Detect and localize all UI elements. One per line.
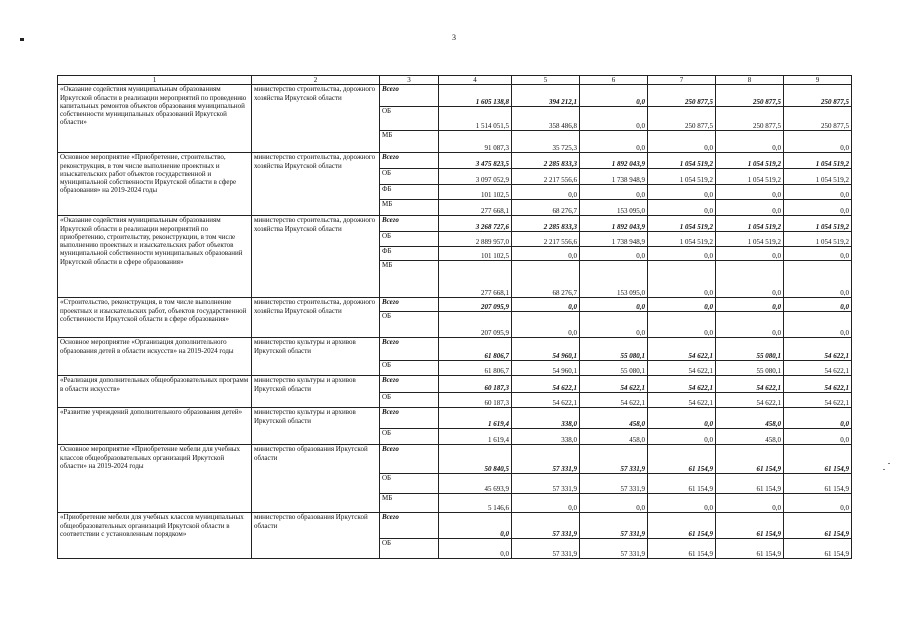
amount-cell: 0,0 bbox=[580, 131, 648, 153]
amount-cell: 0,0 bbox=[648, 312, 716, 338]
amount-cell: 3 268 727,6 bbox=[439, 216, 512, 232]
scan-speck bbox=[888, 463, 890, 464]
amount-cell: 0,0 bbox=[648, 429, 716, 445]
amount-cell: 250 877,5 bbox=[716, 85, 784, 107]
amount-cell: 57 331,9 bbox=[580, 513, 648, 539]
amount-cell: 35 725,3 bbox=[512, 131, 580, 153]
amount-cell: 54 622,1 bbox=[512, 393, 580, 408]
amount-cell: 458,0 bbox=[580, 429, 648, 445]
funding-source: ОБ bbox=[380, 169, 439, 185]
funding-source: МБ bbox=[380, 261, 439, 298]
amount-cell: 1 054 519,2 bbox=[716, 153, 784, 169]
amount-cell: 0,0 bbox=[580, 298, 648, 312]
amount-cell: 57 331,9 bbox=[580, 474, 648, 494]
table-row bbox=[58, 298, 852, 312]
amount-cell: 0,0 bbox=[512, 185, 580, 200]
amount-cell: 5 146,6 bbox=[439, 494, 512, 513]
amount-cell: 0,0 bbox=[784, 429, 852, 445]
amount-cell: 458,0 bbox=[580, 408, 648, 429]
funding-source: Всего bbox=[380, 408, 439, 429]
col-header: 2 bbox=[252, 76, 380, 85]
amount-cell: 250 877,5 bbox=[648, 107, 716, 131]
funding-source: ОБ bbox=[380, 393, 439, 408]
table-row bbox=[58, 216, 852, 232]
amount-cell: 54 622,1 bbox=[648, 361, 716, 376]
amount-cell: 0,0 bbox=[784, 247, 852, 261]
amount-cell: 0,0 bbox=[648, 494, 716, 513]
amount-cell: 1 619,4 bbox=[439, 408, 512, 429]
col-header: 6 bbox=[580, 76, 648, 85]
amount-cell: 54 622,1 bbox=[784, 338, 852, 361]
amount-cell: 61 154,9 bbox=[716, 513, 784, 539]
amount-cell: 153 095,0 bbox=[580, 200, 648, 216]
amount-cell: 0,0 bbox=[716, 261, 784, 298]
amount-cell: 1 054 519,2 bbox=[648, 232, 716, 247]
amount-cell: 207 095,9 bbox=[439, 298, 512, 312]
amount-cell: 61 806,7 bbox=[439, 361, 512, 376]
amount-cell: 0,0 bbox=[716, 131, 784, 153]
page-number: 3 bbox=[452, 33, 456, 42]
amount-cell: 0,0 bbox=[648, 408, 716, 429]
funding-source: ОБ bbox=[380, 429, 439, 445]
amount-cell: 54 622,1 bbox=[784, 376, 852, 393]
amount-cell: 1 054 519,2 bbox=[784, 169, 852, 185]
amount-cell: 54 622,1 bbox=[580, 393, 648, 408]
activity-name: «Приобретение мебели для учебных классов муниципальных общеобразовательных организаций Иркутской области в соответствии с установленным порядком» bbox=[58, 513, 252, 559]
col-header: 8 bbox=[716, 76, 784, 85]
amount-cell: 458,0 bbox=[716, 408, 784, 429]
amount-cell: 153 095,0 bbox=[580, 261, 648, 298]
amount-cell: 0,0 bbox=[784, 408, 852, 429]
amount-cell: 0,0 bbox=[648, 261, 716, 298]
amount-cell: 1 054 519,2 bbox=[784, 232, 852, 247]
amount-cell: 2 217 556,6 bbox=[512, 169, 580, 185]
amount-cell: 1 054 519,2 bbox=[784, 216, 852, 232]
amount-cell: 61 154,9 bbox=[716, 445, 784, 474]
amount-cell: 0,0 bbox=[512, 494, 580, 513]
amount-cell: 0,0 bbox=[648, 200, 716, 216]
amount-cell: 250 877,5 bbox=[716, 107, 784, 131]
table-row bbox=[58, 85, 852, 107]
funding-source: Всего bbox=[380, 513, 439, 539]
funding-source: ФБ bbox=[380, 185, 439, 200]
responsible-executor: министерство строительства, дорожного хозяйства Иркутской области bbox=[252, 85, 380, 153]
col-header: 4 bbox=[439, 76, 512, 85]
amount-cell: 2 285 833,3 bbox=[512, 216, 580, 232]
table-row bbox=[58, 445, 852, 474]
amount-cell: 277 668,1 bbox=[439, 200, 512, 216]
amount-cell: 61 154,9 bbox=[716, 539, 784, 559]
amount-cell: 55 080,1 bbox=[716, 338, 784, 361]
amount-cell: 207 095,9 bbox=[439, 312, 512, 338]
responsible-executor: министерство культуры и архивов Иркутской области bbox=[252, 408, 380, 445]
amount-cell: 1 054 519,2 bbox=[648, 216, 716, 232]
funding-source: ФБ bbox=[380, 247, 439, 261]
responsible-executor: министерство культуры и архивов Иркутской области bbox=[252, 338, 380, 376]
amount-cell: 60 187,3 bbox=[439, 393, 512, 408]
amount-cell: 61 154,9 bbox=[648, 513, 716, 539]
amount-cell: 101 102,5 bbox=[439, 247, 512, 261]
amount-cell: 0,0 bbox=[512, 298, 580, 312]
table-row bbox=[58, 338, 852, 361]
amount-cell: 0,0 bbox=[580, 247, 648, 261]
amount-cell: 0,0 bbox=[784, 494, 852, 513]
funding-source: Всего bbox=[380, 338, 439, 361]
responsible-executor: министерство строительства, дорожного хозяйства Иркутской области bbox=[252, 216, 380, 298]
funding-source: ОБ bbox=[380, 312, 439, 338]
amount-cell: 0,0 bbox=[648, 298, 716, 312]
table-row bbox=[58, 408, 852, 429]
funding-source: Всего bbox=[380, 298, 439, 312]
amount-cell: 2 285 833,3 bbox=[512, 153, 580, 169]
amount-cell: 54 622,1 bbox=[716, 376, 784, 393]
amount-cell: 55 080,1 bbox=[716, 361, 784, 376]
col-header: 9 bbox=[784, 76, 852, 85]
amount-cell: 61 154,9 bbox=[784, 474, 852, 494]
amount-cell: 1 054 519,2 bbox=[716, 169, 784, 185]
amount-cell: 101 102,5 bbox=[439, 185, 512, 200]
amount-cell: 54 622,1 bbox=[580, 376, 648, 393]
activity-name: Основное мероприятие «Организация дополнительного образования детей в области искусств» на 2019-2024 годы bbox=[58, 338, 252, 376]
responsible-executor: министерство строительства, дорожного хозяйства Иркутской области bbox=[252, 298, 380, 338]
table-row bbox=[58, 153, 852, 169]
amount-cell: 61 154,9 bbox=[648, 539, 716, 559]
amount-cell: 1 738 948,9 bbox=[580, 232, 648, 247]
funding-source: ОБ bbox=[380, 107, 439, 131]
amount-cell: 0,0 bbox=[648, 185, 716, 200]
responsible-executor: министерство строительства, дорожного хозяйства Иркутской области bbox=[252, 153, 380, 216]
table-body bbox=[58, 85, 852, 559]
amount-cell: 0,0 bbox=[784, 185, 852, 200]
amount-cell: 57 331,9 bbox=[512, 513, 580, 539]
activity-name: «Реализация дополнительных общеобразовательных программ в области искусств» bbox=[58, 376, 252, 408]
responsible-executor: министерство образования Иркутской области bbox=[252, 445, 380, 513]
amount-cell: 54 622,1 bbox=[784, 393, 852, 408]
funding-source: ОБ bbox=[380, 361, 439, 376]
amount-cell: 1 892 043,9 bbox=[580, 153, 648, 169]
amount-cell: 0,0 bbox=[716, 494, 784, 513]
activity-name: Основное мероприятие «Приобретение, строительство, реконструкция, в том числе выполнение проектных и изыскательских работ объектов государственной и муниципальной собственности Иркутской области в сфере образования» на 2019-2024 годы bbox=[58, 153, 252, 216]
amount-cell: 61 154,9 bbox=[716, 474, 784, 494]
amount-cell: 57 331,9 bbox=[512, 474, 580, 494]
funding-source: ОБ bbox=[380, 539, 439, 559]
amount-cell: 45 693,9 bbox=[439, 474, 512, 494]
funding-source: Всего bbox=[380, 153, 439, 169]
col-header: 7 bbox=[648, 76, 716, 85]
scan-mark bbox=[20, 38, 24, 41]
amount-cell: 0,0 bbox=[580, 85, 648, 107]
activity-name: Основное мероприятие «Приобретение мебели для учебных классов общеобразовательных организаций Иркутской области» на 2019-2024 годы bbox=[58, 445, 252, 513]
amount-cell: 1 738 948,9 bbox=[580, 169, 648, 185]
amount-cell: 0,0 bbox=[648, 131, 716, 153]
amount-cell: 1 514 051,5 bbox=[439, 107, 512, 131]
amount-cell: 458,0 bbox=[716, 429, 784, 445]
amount-cell: 358 486,8 bbox=[512, 107, 580, 131]
amount-cell: 0,0 bbox=[784, 312, 852, 338]
activity-name: «Оказание содействия муниципальным образованиям Иркутской области в реализации мероприятий по приобретению, строительству, реконструкции, в том числе выполнению проектных и изыскательских работ объектов муниципальной собственности муниципальных образований Иркутской области в сфере образования» bbox=[58, 216, 252, 298]
amount-cell: 1 054 519,2 bbox=[784, 153, 852, 169]
activity-name: «Строительство, реконструкция, в том числе выполнение проектных и изыскательских работ, объектов государственной собственности Иркутской области в сфере образования» bbox=[58, 298, 252, 338]
table-row bbox=[58, 376, 852, 393]
amount-cell: 3 475 823,5 bbox=[439, 153, 512, 169]
amount-cell: 250 877,5 bbox=[784, 85, 852, 107]
col-header: 1 bbox=[58, 76, 252, 85]
funding-source: МБ bbox=[380, 200, 439, 216]
funding-source: Всего bbox=[380, 445, 439, 474]
amount-cell: 250 877,5 bbox=[648, 85, 716, 107]
amount-cell: 338,0 bbox=[512, 429, 580, 445]
amount-cell: 0,0 bbox=[784, 261, 852, 298]
amount-cell: 55 080,1 bbox=[580, 361, 648, 376]
amount-cell: 1 054 519,2 bbox=[648, 153, 716, 169]
amount-cell: 0,0 bbox=[716, 200, 784, 216]
amount-cell: 61 154,9 bbox=[784, 445, 852, 474]
amount-cell: 60 187,3 bbox=[439, 376, 512, 393]
amount-cell: 0,0 bbox=[512, 312, 580, 338]
amount-cell: 0,0 bbox=[784, 298, 852, 312]
amount-cell: 54 960,1 bbox=[512, 338, 580, 361]
amount-cell: 277 668,1 bbox=[439, 261, 512, 298]
amount-cell: 1 054 519,2 bbox=[648, 169, 716, 185]
budget-table bbox=[57, 75, 852, 559]
amount-cell: 1 892 043,9 bbox=[580, 216, 648, 232]
amount-cell: 0,0 bbox=[439, 539, 512, 559]
amount-cell: 2 889 957,0 bbox=[439, 232, 512, 247]
activity-name: «Оказание содействия муниципальным образованиям Иркутской области в реализации мероприятий по проведению капитальных ремонтов объектов образования муниципальной собственности муниципальных образований Иркутской области» bbox=[58, 85, 252, 153]
amount-cell: 61 154,9 bbox=[648, 474, 716, 494]
amount-cell: 0,0 bbox=[580, 107, 648, 131]
activity-name: «Развитие учреждений дополнительного образования детей» bbox=[58, 408, 252, 445]
amount-cell: 0,0 bbox=[580, 312, 648, 338]
funding-source: ОБ bbox=[380, 232, 439, 247]
funding-source: МБ bbox=[380, 494, 439, 513]
amount-cell: 0,0 bbox=[784, 200, 852, 216]
col-header: 3 bbox=[380, 76, 439, 85]
amount-cell: 61 806,7 bbox=[439, 338, 512, 361]
amount-cell: 55 080,1 bbox=[580, 338, 648, 361]
amount-cell: 57 331,9 bbox=[580, 539, 648, 559]
amount-cell: 0,0 bbox=[439, 513, 512, 539]
amount-cell: 1 605 138,8 bbox=[439, 85, 512, 107]
amount-cell: 61 154,9 bbox=[784, 513, 852, 539]
amount-cell: 54 622,1 bbox=[648, 393, 716, 408]
amount-cell: 54 622,1 bbox=[648, 338, 716, 361]
funding-source: Всего bbox=[380, 85, 439, 107]
amount-cell: 61 154,9 bbox=[784, 539, 852, 559]
amount-cell: 61 154,9 bbox=[648, 445, 716, 474]
col-header: 5 bbox=[512, 76, 580, 85]
amount-cell: 3 097 052,9 bbox=[439, 169, 512, 185]
header-row bbox=[58, 76, 852, 85]
amount-cell: 0,0 bbox=[580, 494, 648, 513]
amount-cell: 54 622,1 bbox=[512, 376, 580, 393]
amount-cell: 338,0 bbox=[512, 408, 580, 429]
amount-cell: 54 960,1 bbox=[512, 361, 580, 376]
amount-cell: 2 217 556,6 bbox=[512, 232, 580, 247]
amount-cell: 1 054 519,2 bbox=[716, 232, 784, 247]
responsible-executor: министерство культуры и архивов Иркутской области bbox=[252, 376, 380, 408]
amount-cell: 0,0 bbox=[512, 247, 580, 261]
amount-cell: 57 331,9 bbox=[512, 445, 580, 474]
amount-cell: 54 622,1 bbox=[648, 376, 716, 393]
amount-cell: 394 212,1 bbox=[512, 85, 580, 107]
amount-cell: 57 331,9 bbox=[580, 445, 648, 474]
funding-source: Всего bbox=[380, 376, 439, 393]
amount-cell: 0,0 bbox=[716, 298, 784, 312]
table-row bbox=[58, 513, 852, 539]
amount-cell: 57 331,9 bbox=[512, 539, 580, 559]
amount-cell: 68 276,7 bbox=[512, 200, 580, 216]
funding-source: ОБ bbox=[380, 474, 439, 494]
amount-cell: 0,0 bbox=[716, 185, 784, 200]
amount-cell: 250 877,5 bbox=[784, 107, 852, 131]
funding-source: Всего bbox=[380, 216, 439, 232]
funding-source: МБ bbox=[380, 131, 439, 153]
amount-cell: 0,0 bbox=[716, 247, 784, 261]
amount-cell: 0,0 bbox=[784, 131, 852, 153]
amount-cell: 54 622,1 bbox=[784, 361, 852, 376]
amount-cell: 50 840,5 bbox=[439, 445, 512, 474]
amount-cell: 54 622,1 bbox=[716, 393, 784, 408]
scan-speck bbox=[883, 469, 885, 470]
amount-cell: 0,0 bbox=[716, 312, 784, 338]
responsible-executor: министерство образования Иркутской области bbox=[252, 513, 380, 559]
amount-cell: 91 087,3 bbox=[439, 131, 512, 153]
amount-cell: 68 276,7 bbox=[512, 261, 580, 298]
amount-cell: 1 619,4 bbox=[439, 429, 512, 445]
amount-cell: 1 054 519,2 bbox=[716, 216, 784, 232]
amount-cell: 0,0 bbox=[648, 247, 716, 261]
amount-cell: 0,0 bbox=[580, 185, 648, 200]
